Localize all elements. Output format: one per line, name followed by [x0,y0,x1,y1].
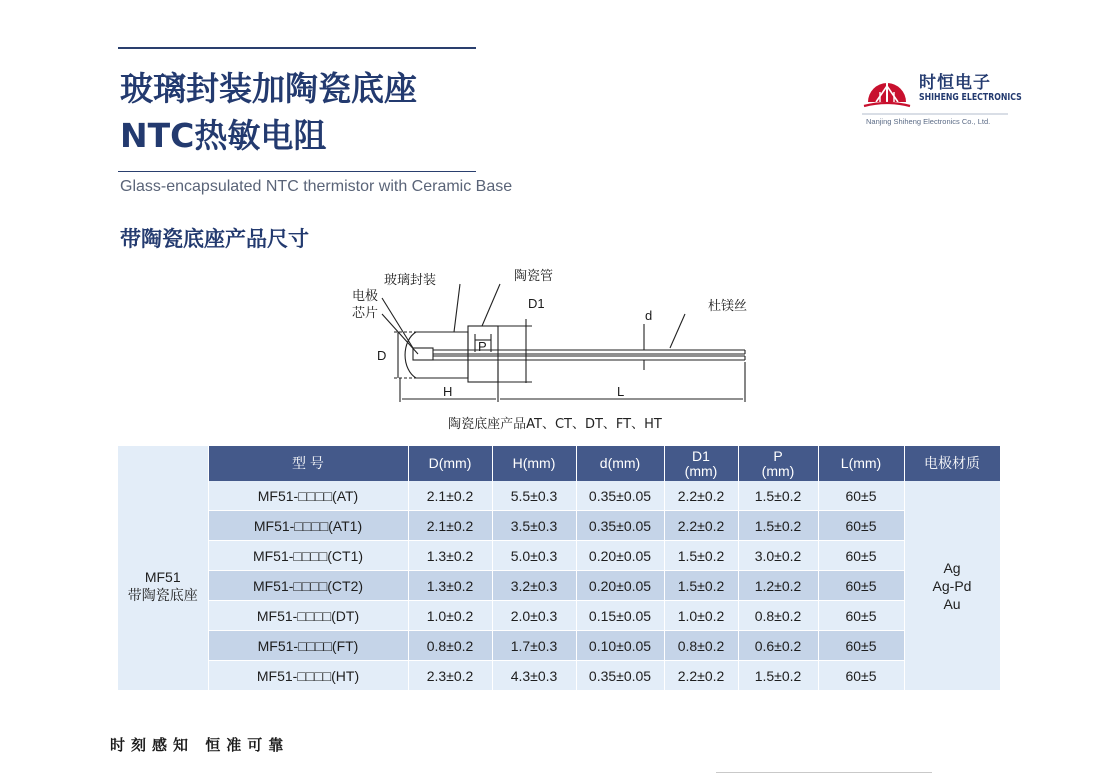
material-2: Ag-Pd [932,577,972,594]
table-row [118,661,1000,691]
table-row [118,541,1000,571]
cell-model: MF51-□□□□(FT) [208,631,408,661]
cell-D: 1.0±0.2 [408,601,492,631]
chip-shape [413,348,433,360]
cell-D1: 1.5±0.2 [664,571,738,601]
cell-P: 0.8±0.2 [738,601,818,631]
label-d: d [645,308,653,323]
label-chip: 芯片 [352,305,379,320]
cell-d: 0.35±0.05 [576,511,664,541]
header-D1-bottom: (mm) [684,462,718,479]
label-D: D [377,348,387,363]
table-row [118,511,1000,541]
page-title-line1: 玻璃封装加陶瓷底座 [120,69,417,108]
cell-L: 60±5 [818,511,904,541]
cell-L: 60±5 [818,541,904,571]
cell-L: 60±5 [818,481,904,511]
header-material: 电极材质 [904,446,1000,481]
cell-model: MF51-□□□□(AT1) [208,511,408,541]
cell-P: 1.5±0.2 [738,511,818,541]
cell-L: 60±5 [818,601,904,631]
header-D1 [664,446,738,481]
header-P-top: P [773,447,783,464]
cell-D: 1.3±0.2 [408,571,492,601]
page-title-line2: NTC热敏电阻 [120,116,327,155]
cell-d: 0.20±0.05 [576,571,664,601]
table-row [118,601,1000,631]
label-P: P [478,339,487,354]
cell-D1: 0.8±0.2 [664,631,738,661]
header-D1-top: D1 [692,447,710,464]
cell-D1: 1.5±0.2 [664,541,738,571]
cell-D: 0.8±0.2 [408,631,492,661]
cell-P: 1.5±0.2 [738,481,818,511]
cell-d: 0.10±0.05 [576,631,664,661]
table-row [118,481,1000,511]
cell-H: 3.2±0.3 [492,571,576,601]
header-P-bottom: (mm) [761,462,795,479]
cell-model: MF51-□□□□(HT) [208,661,408,691]
cell-P: 1.5±0.2 [738,661,818,691]
top-divider [118,47,476,49]
header-H: H(mm) [492,446,576,481]
cell-D: 1.3±0.2 [408,541,492,571]
cell-model: MF51-□□□□(CT1) [208,541,408,571]
logo-company-name: Nanjing Shiheng Electronics Co., Ltd. [866,117,991,126]
cell-L: 60±5 [818,631,904,661]
cell-D1: 1.0±0.2 [664,601,738,631]
cell-P: 3.0±0.2 [738,541,818,571]
cell-D: 2.3±0.2 [408,661,492,691]
cell-D: 2.1±0.2 [408,511,492,541]
cell-H: 2.0±0.3 [492,601,576,631]
cell-H: 1.7±0.3 [492,631,576,661]
label-L: L [617,384,625,399]
cell-d: 0.20±0.05 [576,541,664,571]
group-cell [118,481,208,691]
footer-slogan: 时刻感知 恒准可靠 [110,736,290,754]
cell-d: 0.35±0.05 [576,661,664,691]
spec-table [118,446,1001,691]
cell-model: MF51-□□□□(AT) [208,481,408,511]
header-d: d(mm) [576,446,664,481]
cell-H: 5.0±0.3 [492,541,576,571]
material-1: Ag [943,559,961,576]
table-row [118,631,1000,661]
glass-bulb-shape [405,332,468,378]
group-line1: MF51 [144,568,181,585]
cell-P: 1.2±0.2 [738,571,818,601]
cell-model: MF51-□□□□(CT2) [208,571,408,601]
group-line2: 带陶瓷底座 [127,586,198,603]
header-model: 型 号 [208,446,408,481]
material-3: Au [943,595,961,612]
diagram-caption: 陶瓷底座产品AT、CT、DT、FT、HT [448,417,662,432]
header-L: L(mm) [818,446,904,481]
cell-D1: 2.2±0.2 [664,661,738,691]
label-glass: 玻璃封装 [384,272,437,287]
logo-brand-en: SHIHENG ELECTRONICS [919,92,1022,103]
label-D1: D1 [528,296,545,311]
label-electrode: 电极 [352,288,379,303]
cell-H: 4.3±0.3 [492,661,576,691]
table-row [118,571,1000,601]
label-ceramic-tube: 陶瓷管 [514,268,554,283]
cell-P: 0.6±0.2 [738,631,818,661]
header-blank [118,446,208,481]
header-P [738,446,818,481]
cell-L: 60±5 [818,571,904,601]
cell-H: 5.5±0.3 [492,481,576,511]
title-divider [118,171,476,172]
header-D: D(mm) [408,446,492,481]
cell-D1: 2.2±0.2 [664,511,738,541]
cell-D: 2.1±0.2 [408,481,492,511]
footer-divider [716,772,932,773]
table-header-row [118,446,1000,481]
cell-L: 60±5 [818,661,904,691]
material-cell [904,481,1000,691]
section-title: 带陶瓷底座产品尺寸 [120,227,309,251]
label-H: H [443,384,453,399]
cell-d: 0.15±0.05 [576,601,664,631]
cell-H: 3.5±0.3 [492,511,576,541]
label-wire: 杜镁丝 [708,298,748,313]
cell-model: MF51-□□□□(DT) [208,601,408,631]
cell-d: 0.35±0.05 [576,481,664,511]
page-subtitle: Glass-encapsulated NTC thermistor with Ceramic Base [120,178,513,195]
logo-brand-cn: 时恒电子 [919,73,991,93]
dimension-diagram [340,262,770,437]
cell-D1: 2.2±0.2 [664,481,738,511]
